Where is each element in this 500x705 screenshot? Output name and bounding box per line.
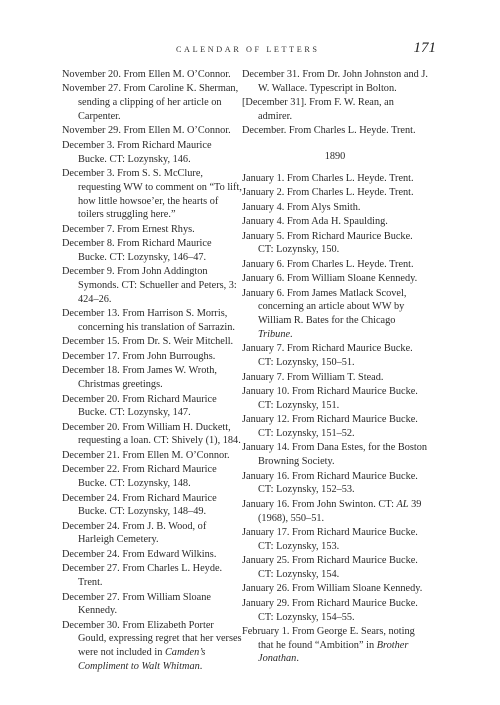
entry-text: January 17. From Richard Maurice Bucke. CT: Lozynsky, 153. <box>242 526 418 552</box>
entry-text: January 29. From Richard Maurice Bucke. CT: Lozynsky, 154–55. <box>242 597 418 623</box>
entry-trailing-text: . <box>296 653 299 665</box>
letter-entry <box>62 82 242 123</box>
letter-entry <box>242 186 428 200</box>
letter-entry <box>62 492 242 520</box>
entry-text: January 26. From William Sloane Kennedy. <box>242 583 423 595</box>
entry-text: January 5. From Richard Maurice Bucke. CT: Lozynsky, 150. <box>242 230 413 256</box>
entry-italic-title: Tribune <box>258 328 291 340</box>
entry-text: January 16. From John Swinton. CT: <box>242 498 397 510</box>
letter-entry <box>242 230 428 258</box>
letter-entry <box>62 68 242 82</box>
letter-entry <box>242 371 428 385</box>
letter-entry <box>242 172 428 186</box>
entry-text: December 30. From Elizabeth Porter Gould, expressing regret that her verses were not included in <box>62 619 242 659</box>
entry-text: [December 31]. From F. W. Rean, an admirer. <box>242 97 394 122</box>
letter-entry <box>62 350 242 364</box>
entry-text: January 4. From Alys Smith. <box>242 201 361 213</box>
letter-entry <box>62 619 242 674</box>
entry-text: January 2. From Charles L. Heyde. Trent. <box>242 187 414 199</box>
letter-entry <box>62 307 242 335</box>
letter-entry <box>62 124 242 138</box>
entry-text: December 31. From Dr. John Johnston and J. W. Wallace. Typescript in Bolton. <box>242 69 428 94</box>
letter-entry <box>242 582 428 596</box>
letter-entry <box>242 498 428 526</box>
entry-text: January 6. From Charles L. Heyde. Trent. <box>242 258 414 270</box>
entry-text: December 17. From John Burroughs. <box>62 350 216 362</box>
entry-text: December 27. From William Sloane Kennedy. <box>62 591 211 617</box>
entry-trailing-text: . <box>290 328 293 340</box>
letter-entry <box>242 258 428 272</box>
entry-italic-title: Brother Jonathan <box>258 639 409 665</box>
entry-text: December 24. From Richard Maurice Bucke. CT: Lozynsky, 148–49. <box>62 492 217 518</box>
letter-entry <box>242 287 428 342</box>
entry-text: January 7. From William T. Stead. <box>242 371 384 383</box>
entry-text: November 20. From Ellen M. O’Connor. <box>62 69 231 80</box>
left-column <box>62 68 242 674</box>
entry-text: February 1. From George E. Sears, noting that he found “Ambition” in <box>242 625 415 651</box>
entry-text: December 13. From Harrison S. Morris, concerning his translation of Sarrazin. <box>62 308 235 333</box>
letter-entry <box>242 201 428 215</box>
right-column <box>242 68 428 667</box>
letter-entry <box>62 463 242 491</box>
entry-trailing-text: 39 (1968), 550–51. <box>258 498 422 524</box>
right-column-1890-entries <box>242 172 428 666</box>
letter-entry <box>62 167 242 222</box>
entry-text: December 21. From Ellen M. O’Connor. <box>62 449 230 461</box>
right-column-1889-entries <box>242 68 428 138</box>
entry-text: January 1. From Charles L. Heyde. Trent. <box>242 172 414 184</box>
entry-text: January 16. From Richard Maurice Bucke. CT: Lozynsky, 152–53. <box>242 470 418 496</box>
entry-text: December 24. From J. B. Wood, of Harleigh Cemetery. <box>62 520 207 546</box>
letter-entry <box>62 223 242 237</box>
entry-italic-title: Camden’s Compliment to Walt Whitman <box>78 647 206 672</box>
letter-entry <box>242 68 428 96</box>
letter-entry <box>242 470 428 498</box>
letter-entry <box>242 124 428 138</box>
letter-entry <box>62 139 242 167</box>
letter-entry <box>242 96 428 124</box>
entry-text: January 25. From Richard Maurice Bucke. CT: Lozynsky, 154. <box>242 555 418 580</box>
entry-text: January 6. From James Matlack Scovel, concerning an article about WW by William R. Bates for the Chicago <box>242 287 407 327</box>
entry-text: December 22. From Richard Maurice Bucke. CT: Lozynsky, 148. <box>62 464 217 490</box>
entry-text: November 29. From Ellen M. O’Connor. <box>62 125 231 137</box>
year-heading: 1890 <box>324 151 346 163</box>
letter-entry <box>62 393 242 421</box>
entry-text: January 6. From William Sloane Kennedy. <box>242 273 418 285</box>
letter-entry <box>242 554 428 582</box>
entry-text: November 27. From Caroline K. Sherman, sending a clipping of her article on Carpenter. <box>62 83 239 122</box>
letter-entry <box>242 413 428 441</box>
letter-entry <box>62 364 242 392</box>
entry-trailing-text: . <box>199 660 203 672</box>
entry-text: December. From Charles L. Heyde. Trent. <box>242 125 416 137</box>
letter-entry <box>62 591 242 619</box>
entry-text: December 15. From Dr. S. Weir Mitchell. <box>62 336 234 348</box>
letter-entry <box>62 548 242 562</box>
entry-text: January 12. From Richard Maurice Bucke. CT: Lozynsky, 151–52. <box>242 414 418 439</box>
letter-entry <box>242 441 428 469</box>
letter-entry <box>242 526 428 554</box>
entry-text: January 14. From Dana Estes, for the Boston Browning Society. <box>242 442 428 468</box>
entry-text: December 3. From S. S. McClure, requesting WW to comment on “To lift, how little howsoe’er, the hearts of toilers struggling here.” <box>62 168 242 221</box>
entry-text: December 24. From Edward Wilkins. <box>62 548 217 560</box>
page-number: 171 <box>413 40 436 56</box>
letter-entry <box>62 520 242 548</box>
letter-entry <box>62 562 242 590</box>
letter-entry <box>242 272 428 286</box>
entry-text: December 20. From Richard Maurice Bucke. CT: Lozynsky, 147. <box>62 393 217 419</box>
letter-entry <box>242 597 428 625</box>
letter-entry <box>242 625 428 666</box>
letter-entry <box>62 237 242 265</box>
entry-text: December 8. From Richard Maurice Bucke. CT: Lozynsky, 146–47. <box>62 238 212 263</box>
letter-entry <box>242 385 428 413</box>
running-head: CALENDAR OF LETTERS <box>176 45 320 54</box>
entry-text: December 18. From James W. Wroth, Christmas greetings. <box>62 365 217 391</box>
letter-entry <box>62 421 242 449</box>
letter-entry <box>62 265 242 306</box>
letter-entry <box>242 215 428 229</box>
entry-text: January 10. From Richard Maurice Bucke. CT: Lozynsky, 151. <box>242 386 418 411</box>
entry-text: December 20. From William H. Duckett, requesting a loan. CT: Shively (1), 184. <box>62 421 241 447</box>
entry-text: December 3. From Richard Maurice Bucke. CT: Lozynsky, 146. <box>62 139 212 165</box>
entry-text: January 4. From Ada H. Spaulding. <box>242 216 388 228</box>
letter-entry <box>62 449 242 463</box>
entry-italic-title: AL <box>396 498 409 510</box>
entry-text: December 7. From Ernest Rhys. <box>62 223 195 235</box>
entry-text: December 27. From Charles L. Heyde. Trent. <box>62 563 223 589</box>
letter-entry <box>242 342 428 370</box>
entry-text: January 7. From Richard Maurice Bucke. CT: Lozynsky, 150–51. <box>242 343 413 369</box>
letter-entry <box>62 335 242 349</box>
entry-text: December 9. From John Addington Symonds. CT: Schueller and Peters, 3: 424–26. <box>62 266 237 305</box>
page-header <box>64 42 436 62</box>
